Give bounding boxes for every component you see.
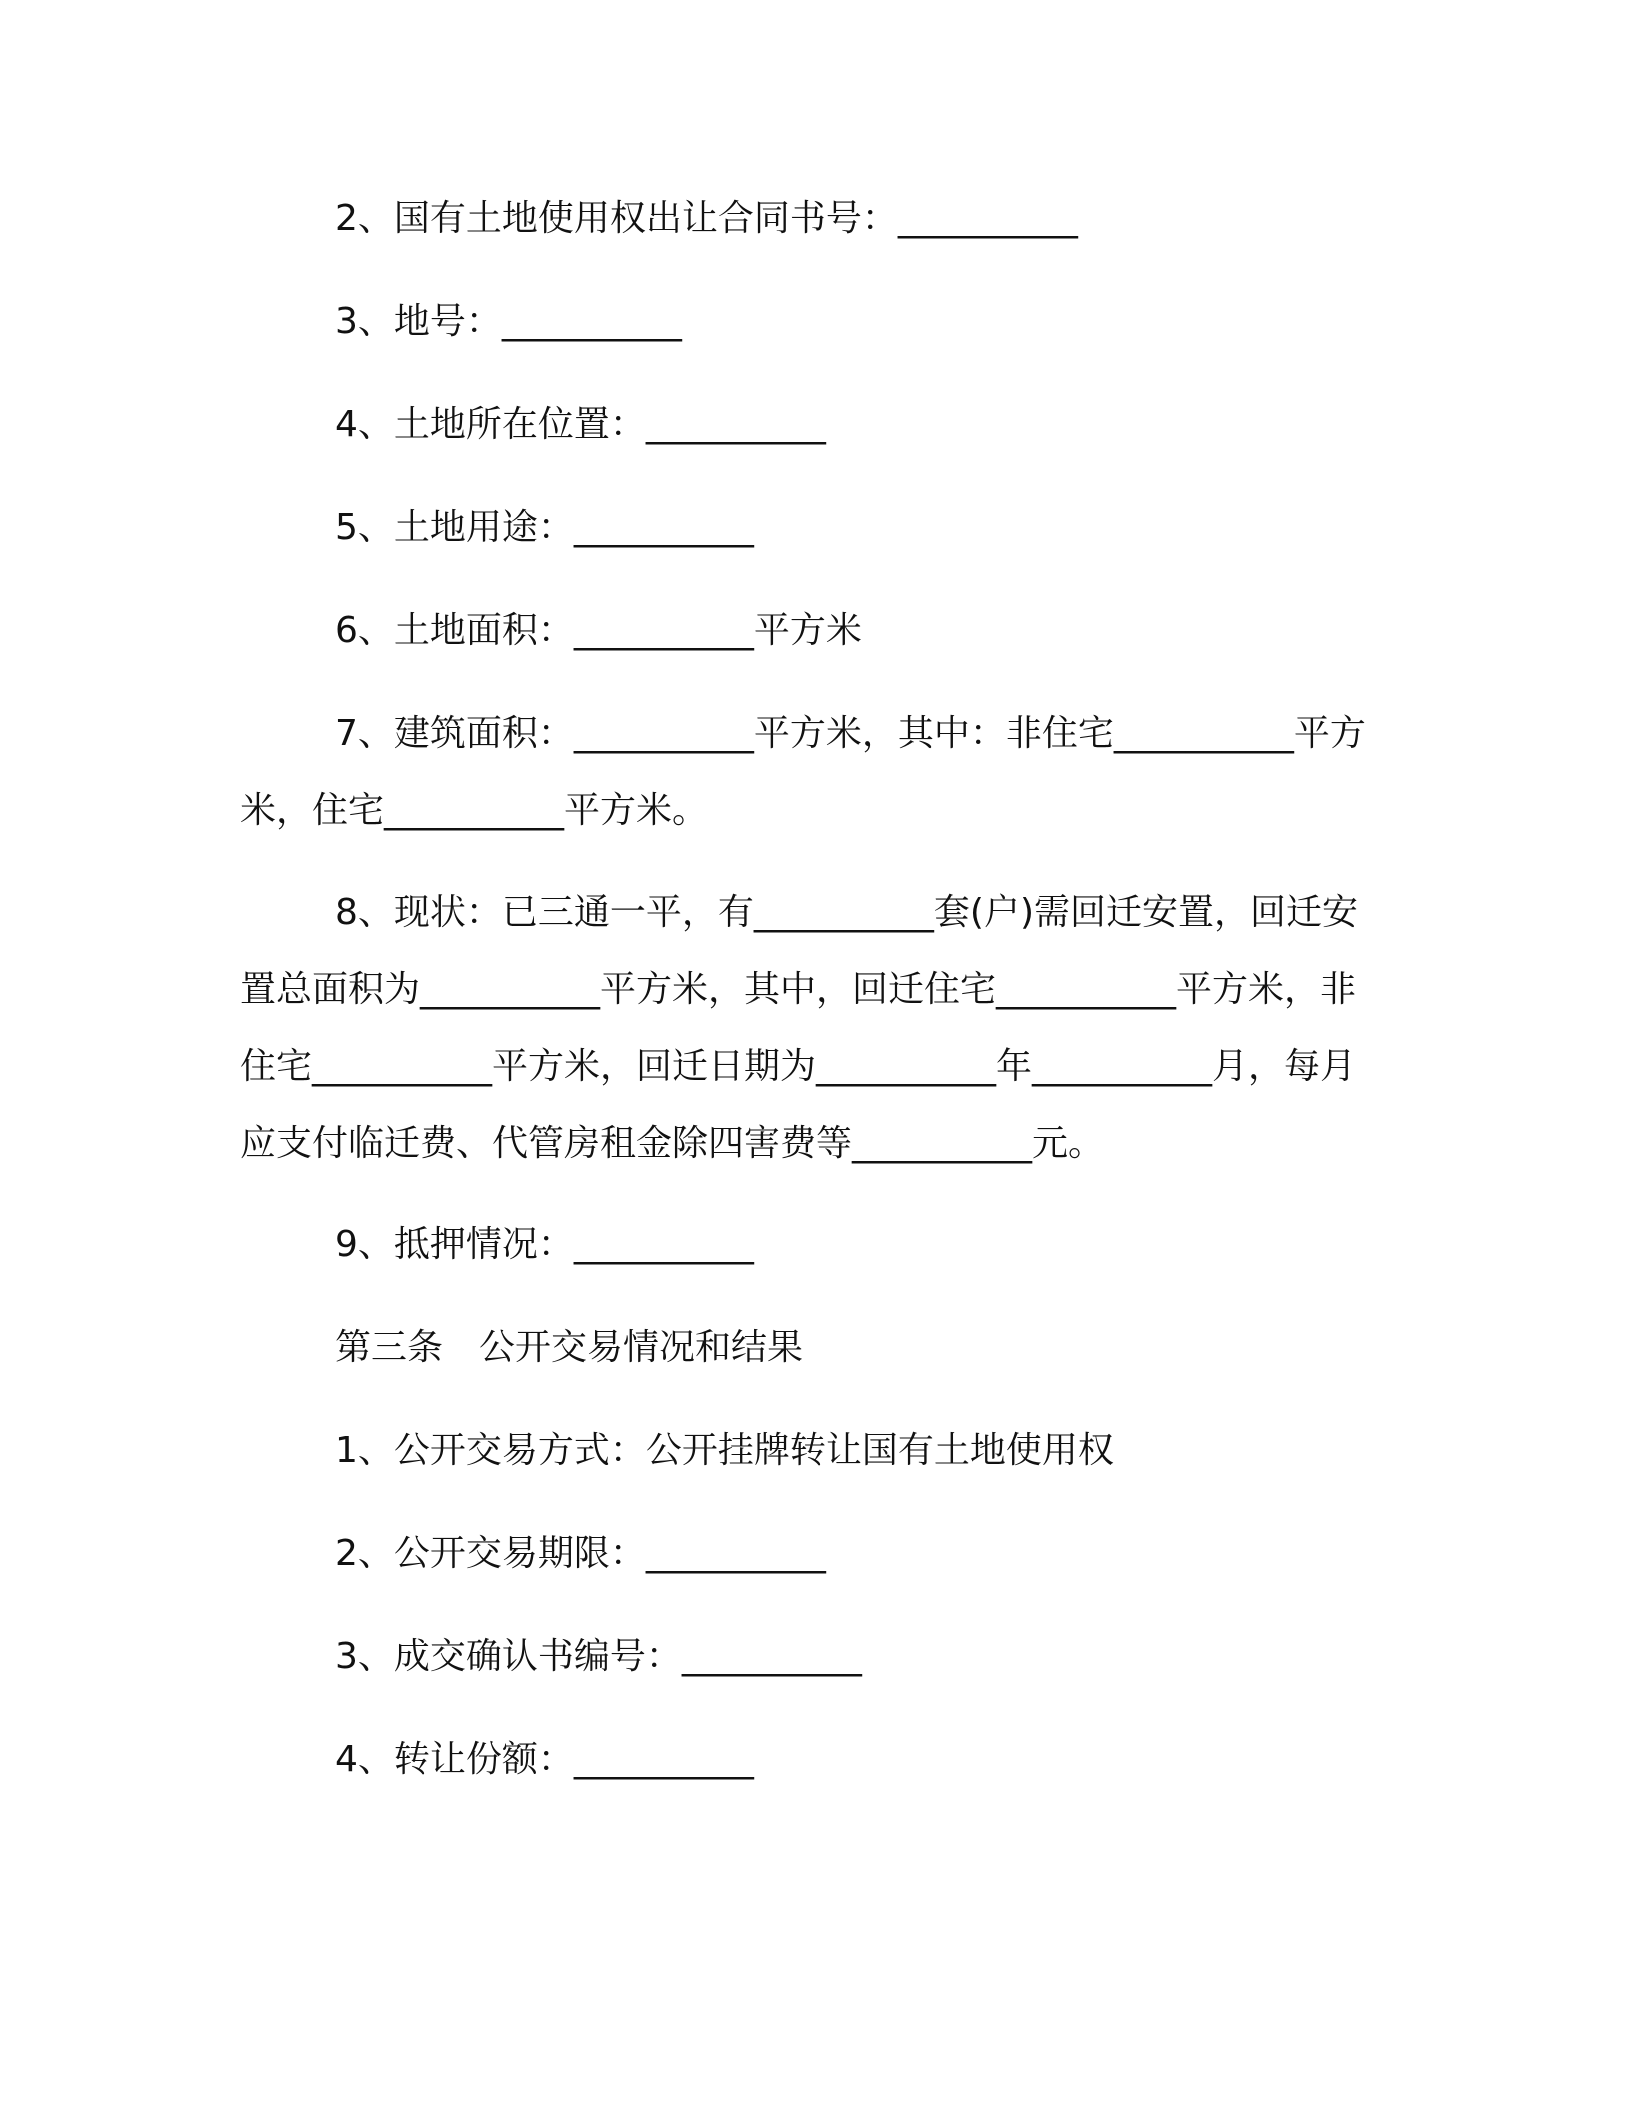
- item-4-transfer-share: 4、转让份额：__________: [335, 1739, 754, 1780]
- item-2-contract-number: 2、国有土地使用权出让合同书号：__________: [335, 198, 1078, 239]
- item-9-mortgage: 9、抵押情况：__________: [335, 1224, 754, 1265]
- item-3-lot-number: 3、地号：__________: [335, 301, 682, 342]
- item-5-land-use: 5、土地用途：__________: [335, 507, 754, 548]
- item-1-trading-method: 1、公开交易方式：公开挂牌转让国有土地使用权: [335, 1430, 1114, 1471]
- item-7-building-area: 7、建筑面积：__________平方米，其中：非住宅__________平方米，住宅__________平方米。: [240, 713, 1366, 831]
- item-6-land-area: 6、土地面积：__________平方米: [335, 610, 862, 651]
- item-8-current-status: 8、现状：已三通一平，有__________套(户)需回迁安置，回迁安置总面积为__________平方米，其中，回迁住宅__________平方米，非住宅__________平方米，回迁日期为__________年__________月，每月应支付临迁费、代管房租金除四害费等__________元。: [240, 892, 1358, 1164]
- item-4-land-location: 4、土地所在位置：__________: [335, 404, 826, 445]
- item-2-trading-period: 2、公开交易期限：__________: [335, 1533, 826, 1574]
- item-3-confirmation-number: 3、成交确认书编号：__________: [335, 1636, 862, 1677]
- section-heading-article-3: 第三条 公开交易情况和结果: [335, 1327, 804, 1368]
